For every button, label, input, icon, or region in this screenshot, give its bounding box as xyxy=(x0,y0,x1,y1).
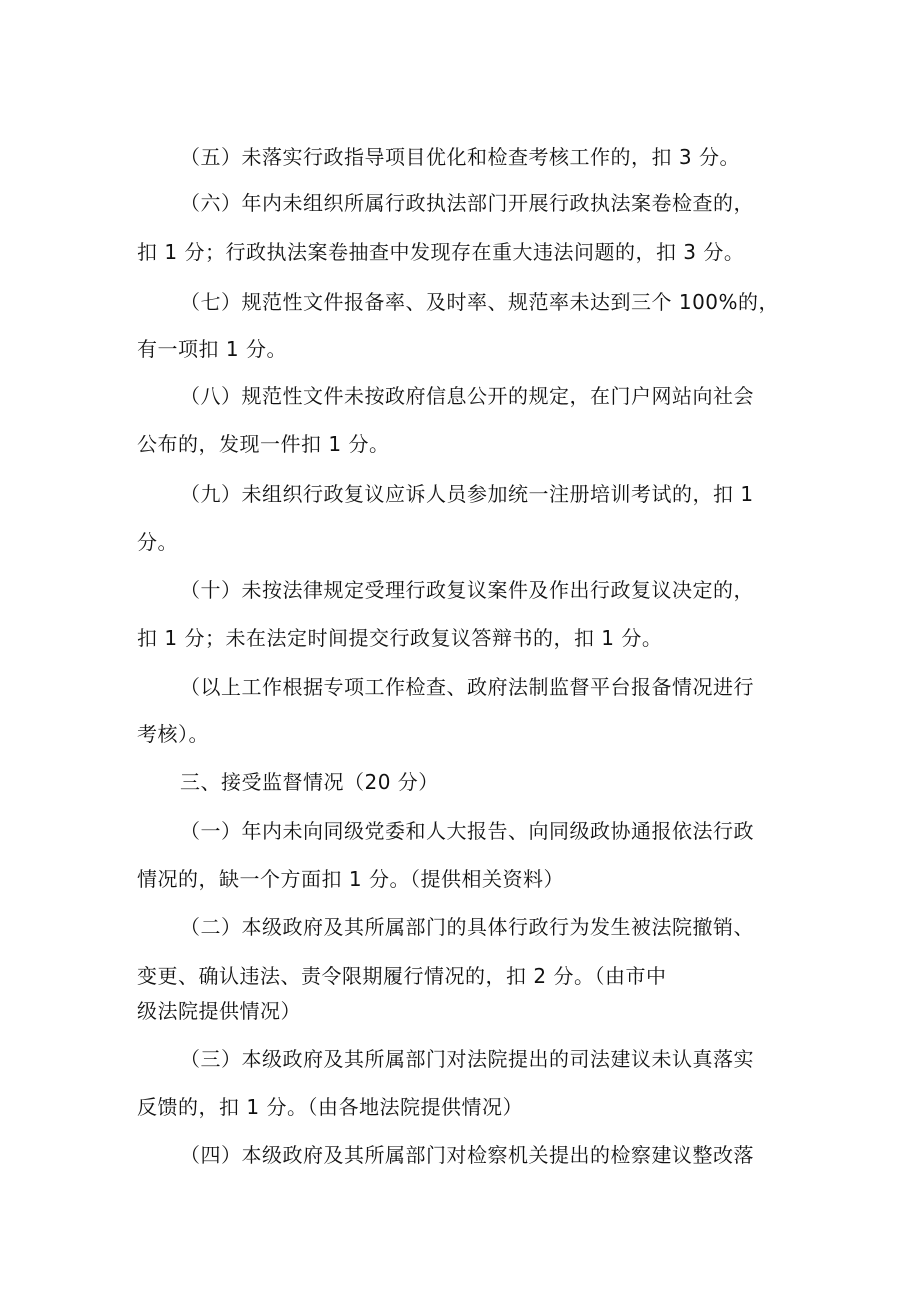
text-line: （三）本级政府及其所属部门对法院提出的司法建议未认真落实 xyxy=(180,1047,754,1071)
text-line: （五）未落实行政指导项目优化和检查考核工作的，扣 3 分。 xyxy=(180,145,740,169)
text-line: （四）本级政府及其所属部门对检察机关提出的检察建议整改落 xyxy=(180,1143,754,1167)
text-line: 分。 xyxy=(137,530,178,554)
text-line: 情况的，缺一个方面扣 1 分。（提供相关资料） xyxy=(137,867,564,891)
text-line: 扣 1 分；行政执法案卷抽查中发现存在重大违法问题的，扣 3 分。 xyxy=(137,240,745,264)
text-line: 扣 1 分；未在法定时间提交行政复议答辩书的，扣 1 分。 xyxy=(137,626,663,650)
text-line: 级法院提供情况） xyxy=(137,999,301,1023)
text-line: 有一项扣 1 分。 xyxy=(137,337,287,361)
text-line: 变更、确认违法、责令限期履行情况的，扣 2 分。（由市中 xyxy=(137,964,667,988)
text-line: （九）未组织行政复议应诉人员参加统一注册培训考试的，扣 1 xyxy=(180,482,754,506)
section-heading: 三、接受监督情况（20 分） xyxy=(180,770,439,794)
text-line: （一）年内未向同级党委和人大报告、向同级政协通报依法行政 xyxy=(180,819,754,843)
text-line: （二）本级政府及其所属部门的具体行政行为发生被法院撤销、 xyxy=(180,915,754,939)
text-line: 反馈的，扣 1 分。（由各地法院提供情况） xyxy=(137,1095,523,1119)
text-line: 公布的，发现一件扣 1 分。 xyxy=(137,432,390,456)
text-line: （八）规范性文件未按政府信息公开的规定，在门户网站向社会 xyxy=(180,384,754,408)
text-line: （七）规范性文件报备率、及时率、规范率未达到三个 100%的， xyxy=(180,290,780,314)
text-line: （十）未按法律规定受理行政复议案件及作出行政复议决定的， xyxy=(180,578,754,602)
text-line: （六）年内未组织所属行政执法部门开展行政执法案卷检查的， xyxy=(180,191,754,215)
text-line: 考核）。 xyxy=(137,722,209,746)
text-line: （以上工作根据专项工作检查、政府法制监督平台报备情况进行 xyxy=(180,675,754,699)
